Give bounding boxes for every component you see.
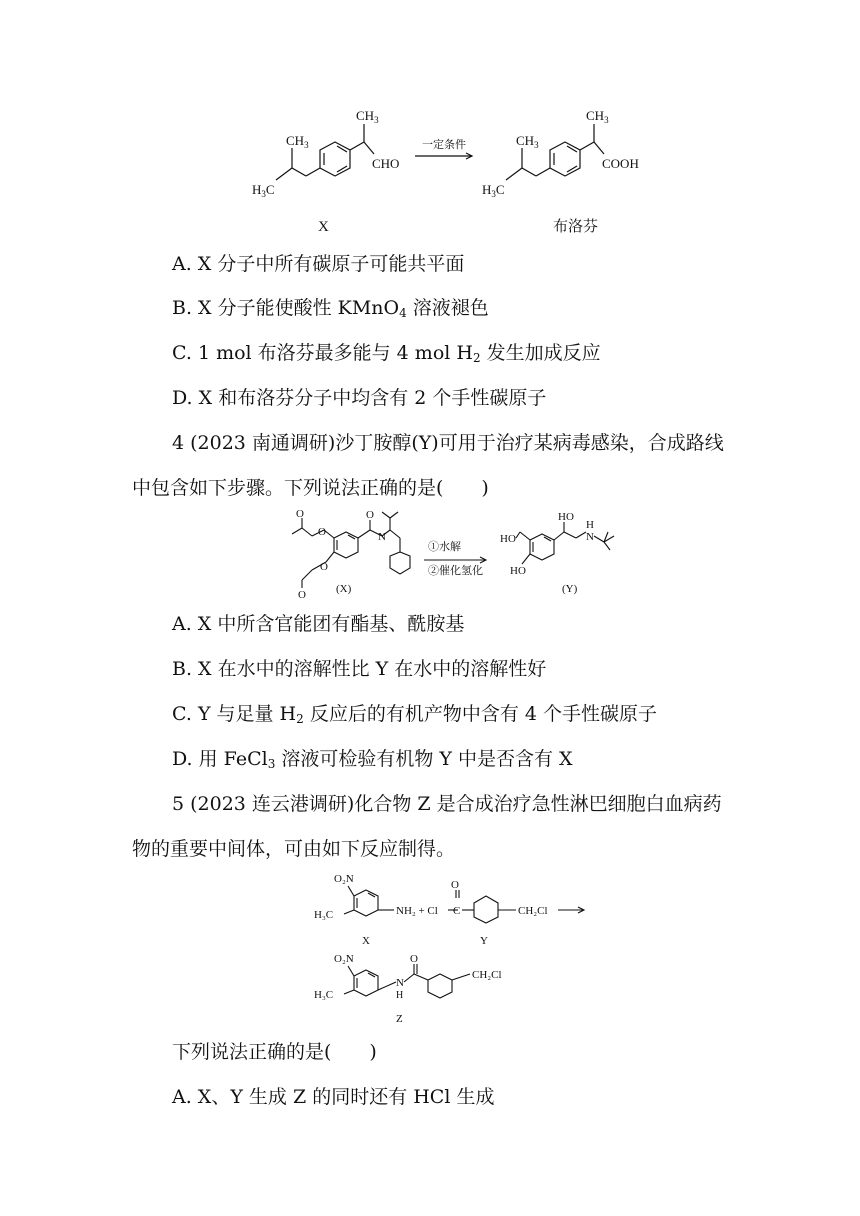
svg-text:O₂N: O₂N xyxy=(334,953,354,965)
caption-x-q4: (X) xyxy=(336,583,352,595)
svg-text:O: O xyxy=(451,879,459,891)
svg-text:HO: HO xyxy=(510,565,526,577)
step-hydrolysis: ①水解 xyxy=(428,541,461,553)
svg-text:HO: HO xyxy=(500,533,516,545)
caption-x-q5: X xyxy=(362,935,370,947)
svg-text:H: H xyxy=(396,990,404,1001)
caption-ibuprofen: 布洛芬 xyxy=(553,219,599,235)
step-hydrogenation: ②催化氢化 xyxy=(428,565,483,577)
reaction-scheme-compound-z xyxy=(310,868,590,1028)
svg-text:CH3: $CH_3$ xyxy=(586,108,609,125)
svg-text:O: O xyxy=(296,508,304,520)
svg-text:H: H xyxy=(586,519,594,531)
svg-text:H₃C: H₃C xyxy=(314,989,334,1001)
svg-text:CH3: $CH_3$ xyxy=(356,108,379,125)
q3-option-c: C. 1 mol 布洛芬最多能与 4 mol $H_2$ 发生加成反应 xyxy=(172,342,601,365)
reaction-scheme-ibuprofen xyxy=(240,100,660,240)
q5-option-a: A. X、Y 生成 Z 的同时还有 HCl 生成 xyxy=(172,1086,495,1108)
q3-option-a: A. X 分子中所有碳原子可能共平面 xyxy=(172,253,465,275)
svg-text:CH3: $CH_3$ xyxy=(286,133,309,150)
caption-y-q4: (Y) xyxy=(562,583,578,595)
caption-x: X xyxy=(318,219,329,235)
svg-text:N: N xyxy=(378,531,386,543)
svg-text:CH₂Cl: CH₂Cl xyxy=(518,905,548,917)
q4-option-c: C. Y 与足量 $H_2$ 反应后的有机产物中含有 4 个手性碳原子 xyxy=(172,703,657,726)
svg-text:N: N xyxy=(396,977,404,989)
svg-text:CH₂Cl: CH₂Cl xyxy=(472,969,502,981)
q5-stem-line1: 5 (2023 连云港调研)化合物 Z 是合成治疗急性淋巴细胞白血病药 xyxy=(172,793,722,815)
svg-text:O: O xyxy=(318,526,326,538)
reaction-scheme-salbutamol xyxy=(284,508,624,600)
svg-text:O: O xyxy=(366,509,374,521)
cooh-label: COOH xyxy=(602,156,639,171)
q4-stem-line2: 中包含如下步骤。下列说法正确的是( ) xyxy=(132,477,489,499)
q5-prompt: 下列说法正确的是( ) xyxy=(172,1041,377,1063)
svg-text:N: N xyxy=(586,531,594,543)
q4-option-b: B. X 在水中的溶解性比 Y 在水中的溶解性好 xyxy=(172,658,547,680)
svg-text:H3C: $H_3C$ xyxy=(482,182,505,199)
arrow-condition: 一定条件 xyxy=(422,139,466,151)
fig1-ch3-label: CH xyxy=(356,108,375,123)
svg-text:CH3: $CH_3$ xyxy=(516,133,539,150)
svg-text:O: O xyxy=(298,589,306,600)
caption-y-q5: Y xyxy=(480,935,488,947)
q4-option-d: D. 用 FeCl$_3$ 溶液可检验有机物 Y 中是否含有 X xyxy=(172,748,573,771)
svg-text:C: C xyxy=(453,905,461,917)
q5-stem-line2: 物的重要中间体，可由如下反应制得。 xyxy=(132,838,456,860)
svg-text:NH₂ + Cl: NH₂ + Cl xyxy=(396,905,438,917)
q4-stem-line1: 4 (2023 南通调研)沙丁胺醇(Y)可用于治疗某病毒感染，合成路线 xyxy=(172,432,724,454)
svg-text:H₃C: H₃C xyxy=(314,909,334,921)
svg-text:HO: HO xyxy=(558,511,574,523)
caption-z-q5: Z xyxy=(396,1013,403,1025)
q4-option-a: A. X 中所含官能团有酯基、酰胺基 xyxy=(172,613,465,635)
svg-text:O: O xyxy=(410,953,418,965)
svg-text:O: O xyxy=(320,561,328,573)
q3-option-b: B. X 分子能使酸性 KMnO$_4$ 溶液褪色 xyxy=(172,297,489,320)
svg-text:H3C: $H_3C$ xyxy=(252,182,275,199)
q3-option-d: D. X 和布洛芬分子中均含有 2 个手性碳原子 xyxy=(172,387,547,409)
cho-label: CHO xyxy=(372,156,400,171)
svg-text:O₂N: O₂N xyxy=(334,873,354,885)
